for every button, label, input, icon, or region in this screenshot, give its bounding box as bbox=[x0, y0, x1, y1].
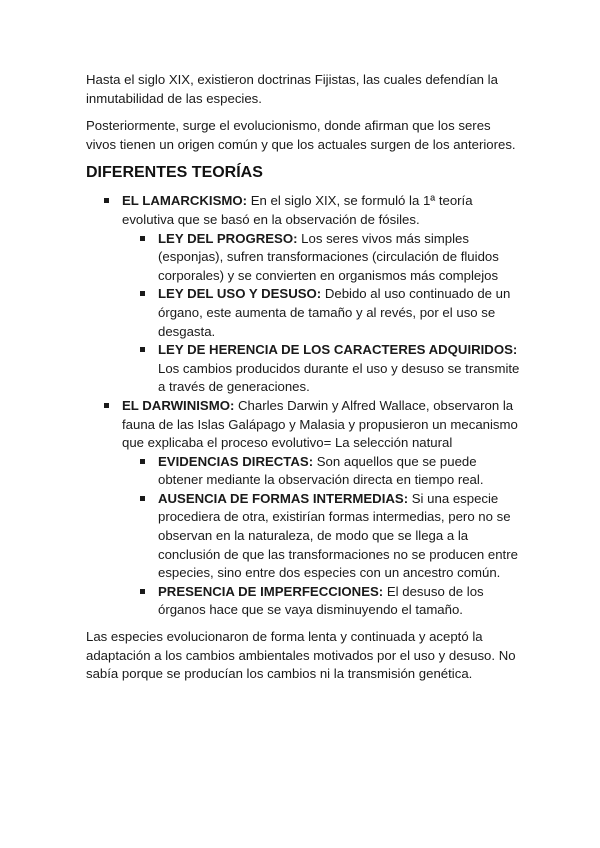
document-body bbox=[86, 71, 524, 693]
square-bullet-icon bbox=[140, 589, 145, 594]
conclusion-paragraph: Las especies evolucionaron de forma lenta y continuada y aceptó la adaptación a los cambios ambientales motivados por el uso y desuso. No sabía porque se producían los cambios ni la transmisión genética. bbox=[86, 629, 516, 682]
theory-text: Charles Darwin y Alfred Wallace, observaron la fauna de las Islas Galápago y Malasia y propusieron un mecanismo que explicaba el proceso evolutivo= La selección natural bbox=[122, 397, 518, 451]
square-bullet-icon bbox=[140, 459, 145, 464]
square-bullet-icon bbox=[104, 403, 109, 408]
subitem-text: El desuso de los órganos hace que se vaya disminuyendo el tamaño. bbox=[158, 583, 484, 618]
subitem-term: PRESENCIA DE IMPERFECCIONES: bbox=[158, 583, 384, 599]
theory-term: EL DARWINISMO: bbox=[122, 397, 235, 413]
square-bullet-icon bbox=[140, 291, 145, 296]
intro-paragraph-1: Hasta el siglo XIX, existieron doctrinas Fijistas, las cuales defendían la inmutabilidad de las especies. bbox=[86, 72, 498, 106]
darwinismo-sublist bbox=[122, 453, 524, 620]
subitem-term: LEY DE HERENCIA DE LOS CARACTERES ADQUIRIDOS: bbox=[158, 342, 518, 358]
section-heading: DIFERENTES TEORÍAS bbox=[86, 164, 263, 182]
theory-term: EL LAMARCKISMO: bbox=[122, 193, 248, 209]
theory-list bbox=[86, 192, 524, 620]
list-item bbox=[122, 230, 524, 286]
subitem-term: LEY DEL PROGRESO: bbox=[158, 230, 298, 246]
subitem-text: Los cambios producidos durante el uso y desuso se transmite a través de generaciones. bbox=[158, 360, 520, 395]
list-item bbox=[122, 285, 524, 341]
subitem-term: EVIDENCIAS DIRECTAS: bbox=[158, 453, 314, 469]
theory-text: En el siglo XIX, se formuló la 1ª teoría evolutiva que se basó en la observación de fósiles. bbox=[122, 193, 473, 227]
list-item bbox=[122, 341, 524, 397]
intro-paragraph-2: Posteriormente, surge el evolucionismo, donde afirman que los seres vivos tienen un origen común y que los actuales surgen de los anteriores. bbox=[86, 118, 516, 152]
square-bullet-icon bbox=[140, 496, 145, 501]
list-item bbox=[122, 453, 524, 490]
list-item bbox=[122, 490, 524, 583]
lamarckismo-sublist bbox=[122, 230, 524, 397]
subitem-text: Si una especie procediera de otra, existirían formas intermedias, pero no se observan en la naturaleza, de modo que se llega a la conclusión de que las transformaciones no se producen entre especies, sino entre dos especies con un ancestro común. bbox=[158, 490, 518, 581]
square-bullet-icon bbox=[104, 198, 109, 203]
subitem-term: AUSENCIA DE FORMAS INTERMEDIAS: bbox=[158, 490, 409, 506]
list-item bbox=[122, 583, 524, 620]
theory-item-lamarckismo bbox=[86, 192, 524, 397]
theory-item-darwinismo bbox=[86, 397, 524, 620]
subitem-text: Los seres vivos más simples (esponjas), sufren transformaciones (circulación de fluidos corporales) y se convierten en organismos más complejos bbox=[158, 230, 499, 283]
square-bullet-icon bbox=[140, 347, 145, 352]
square-bullet-icon bbox=[140, 236, 145, 241]
subitem-text: Son aquellos que se puede obtener mediante la observación directa en tiempo real. bbox=[158, 453, 484, 488]
subitem-term: LEY DEL USO Y DESUSO: bbox=[158, 286, 322, 302]
subitem-text: Debido al uso continuado de un órgano, este aumenta de tamaño y al revés, por el uso se desgasta. bbox=[158, 286, 511, 339]
